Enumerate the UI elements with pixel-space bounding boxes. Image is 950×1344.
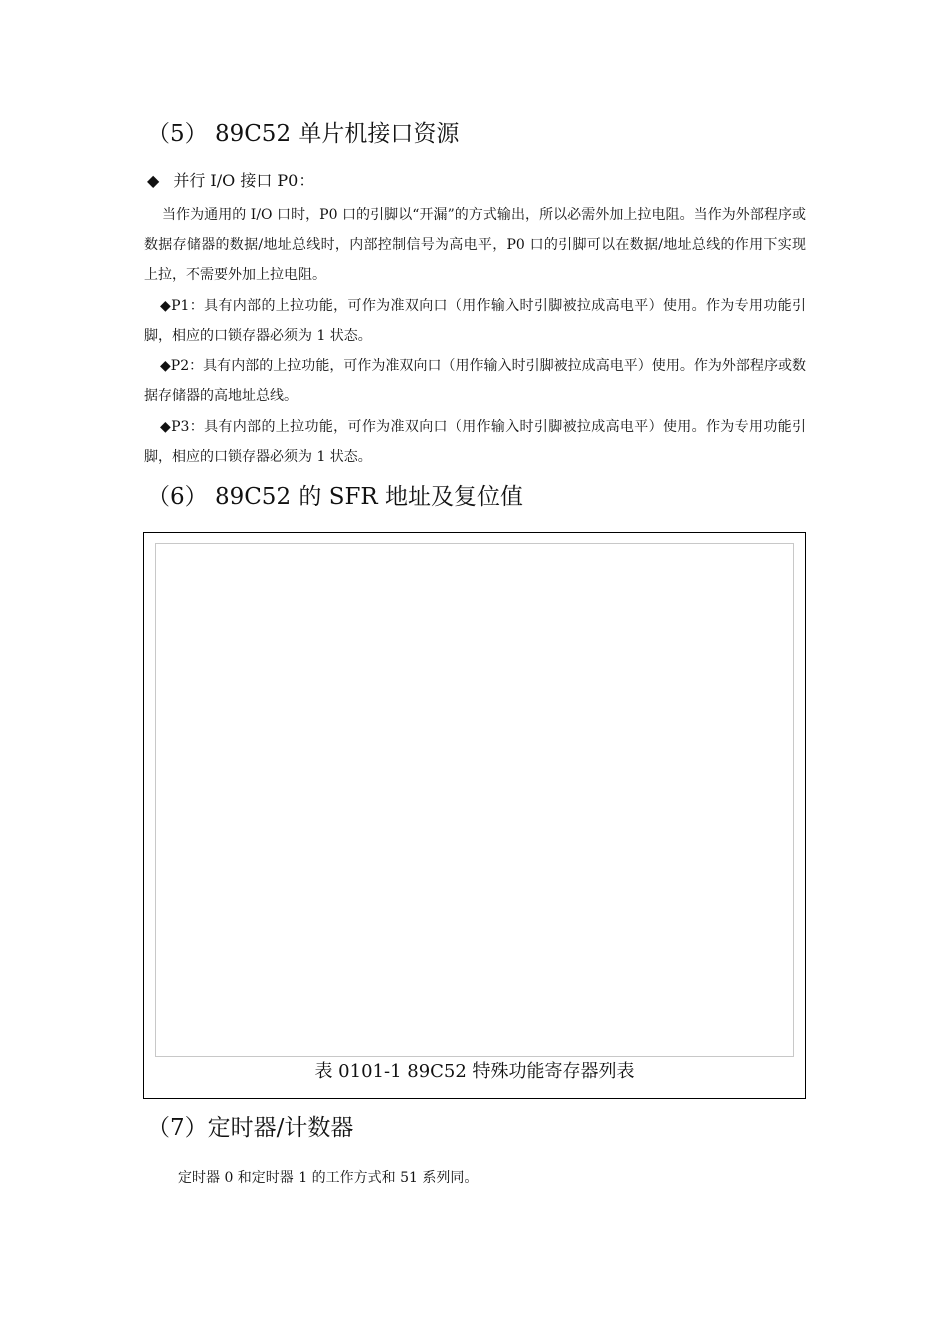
p3-paragraph: ◆P3：具有内部的上拉功能，可作为准双向口（用作输入时引脚被拉成高电平）使用。作为专用功能引脚，相应的口锁存器必须为 1 状态。 <box>144 419 806 465</box>
p0-heading: 并行 I/O 接口 P0： <box>173 171 315 190</box>
sfr-table-caption: 表 0101-1 89C52 特殊功能寄存器列表 <box>314 1061 635 1082</box>
diamond-bullet-icon: ◆ <box>147 171 160 190</box>
timer-paragraph: 定时器 0 和定时器 1 的工作方式和 51 系列同。 <box>178 1170 479 1186</box>
section-7-heading: （7）定时器/计数器 <box>147 1115 354 1141</box>
p1-paragraph: ◆P1：具有内部的上拉功能，可作为准双向口（用作输入时引脚被拉成高电平）使用。作为专用功能引脚，相应的口锁存器必须为 1 状态。 <box>144 298 806 344</box>
p0-paragraph: 当作为通用的 I/O 口时，P0 口的引脚以“开漏”的方式输出，所以必需外加上拉电阻。当作为外部程序或数据存储器的数据/地址总线时，内部控制信号为高电平，P0 口的引脚可以在数据/地址总线的作用下实现上拉，不需要外加上拉电阻。 <box>144 207 806 283</box>
sfr-table-image-area <box>155 543 794 1057</box>
section-6-heading: （6） 89C52 的 SFR 地址及复位值 <box>147 484 524 510</box>
section-5-heading: （5） 89C52 单片机接口资源 <box>147 121 460 147</box>
p2-paragraph: ◆P2：具有内部的上拉功能，可作为准双向口（用作输入时引脚被拉成高电平）使用。作为外部程序或数据存储器的高地址总线。 <box>144 358 806 404</box>
p0-heading-row <box>147 170 314 192</box>
sfr-table-figure <box>143 532 806 1099</box>
